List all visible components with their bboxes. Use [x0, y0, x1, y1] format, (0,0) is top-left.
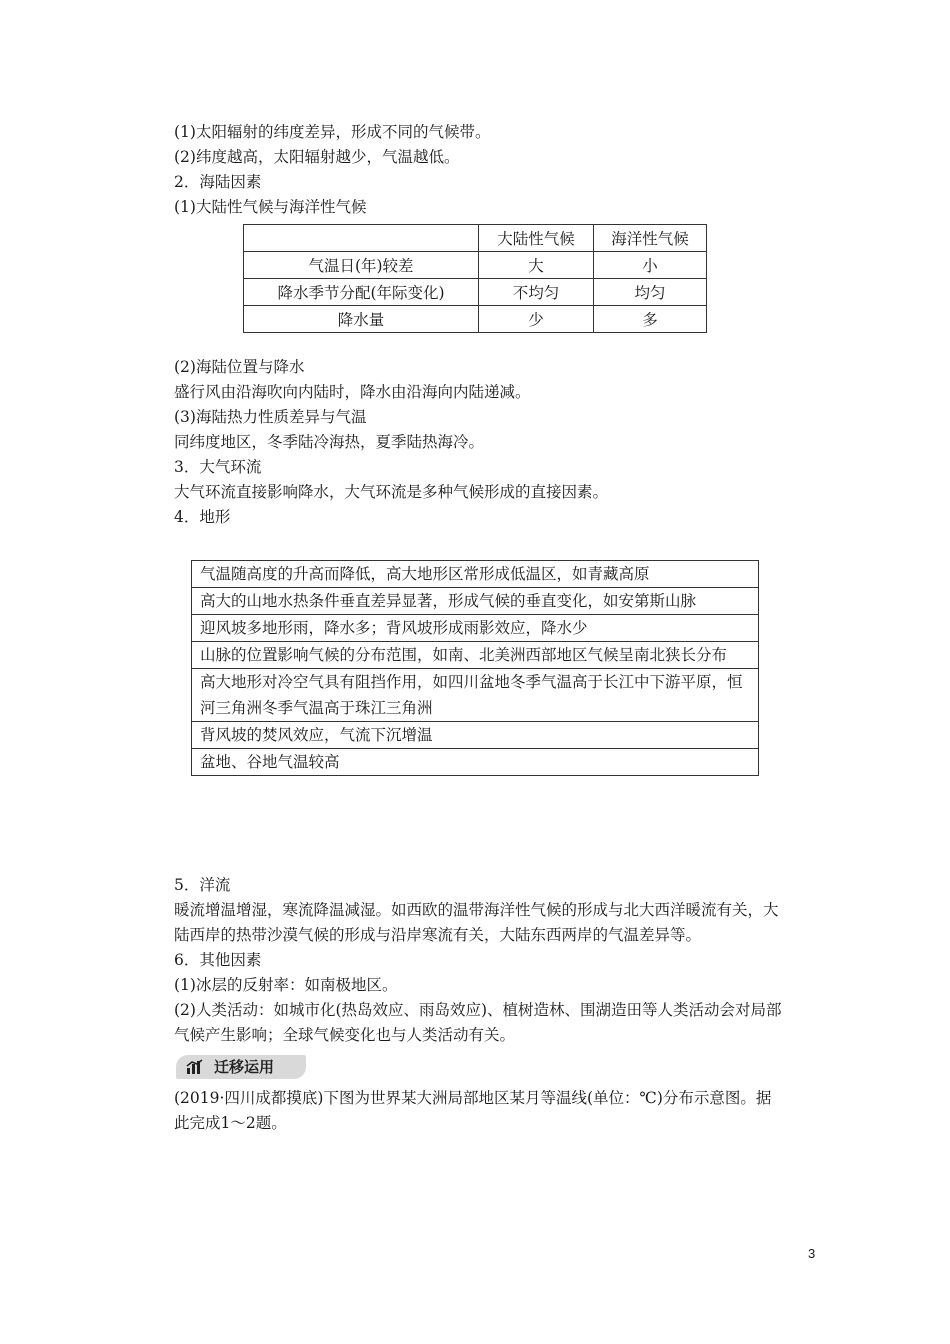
text-line: (2)人类活动：如城市化(热岛效应、雨岛效应)、植树造林、围湖造田等人类活动会对局部 [174, 1001, 782, 1019]
table-cell: 小 [594, 252, 707, 279]
table-header-cell: 海洋性气候 [594, 225, 707, 252]
table-cell: 背风坡的焚风效应，气流下沉增温 [192, 722, 759, 749]
table-row [192, 561, 759, 588]
badge-label: 迁移运用 [214, 1058, 275, 1076]
table-row [192, 669, 759, 722]
page-number: 3 [808, 1246, 816, 1261]
table-cell: 均匀 [594, 279, 707, 306]
section-heading: 3．大气环流 [174, 458, 262, 476]
table-cell: 气温日(年)较差 [244, 252, 479, 279]
sub-heading: (3)海陆热力性质差异与气温 [174, 408, 367, 426]
section-badge [176, 1055, 306, 1079]
table-row [244, 279, 707, 306]
section-heading: 2．海陆因素 [174, 173, 262, 191]
table-cell: 高大的山地水热条件垂直差异显著，形成气候的垂直变化，如安第斯山脉 [192, 588, 759, 615]
section-heading: 4．地形 [174, 508, 231, 526]
text-line: 陆西岸的热带沙漠气候的形成与沿岸寒流有关，大陆东西两岸的气温差异等。 [174, 926, 702, 944]
text-line: 同纬度地区，冬季陆冷海热，夏季陆热海冷。 [174, 433, 485, 451]
table-cell: 盆地、谷地气温较高 [192, 749, 759, 776]
table-row [192, 749, 759, 776]
sub-heading: (2)海陆位置与降水 [174, 358, 305, 376]
table-cell: 少 [479, 306, 594, 333]
text-line: 暖流增温增湿，寒流降温减湿。如西欧的温带海洋性气候的形成与北大西洋暖流有关，大 [174, 901, 779, 919]
table-header-cell: 大陆性气候 [479, 225, 594, 252]
table-row [244, 252, 707, 279]
question-intro: (2019·四川成都摸底)下图为世界某大洲局部地区某月等温线(单位：℃)分布示意图。据 [174, 1089, 772, 1107]
table-row [244, 306, 707, 333]
question-intro: 此完成1～2题。 [174, 1114, 287, 1132]
table-cell: 气温随高度的升高而降低，高大地形区常形成低温区，如青藏高原 [192, 561, 759, 588]
text-line: 盛行风由沿海吹向内陆时，降水由沿海向内陆递减。 [174, 383, 531, 401]
section-heading: 6．其他因素 [174, 951, 262, 969]
table-cell: 迎风坡多地形雨，降水多；背风坡形成雨影效应，降水少 [192, 615, 759, 642]
table-cell: 降水季节分配(年际变化) [244, 279, 479, 306]
text-line: (1)冰层的反射率：如南极地区。 [174, 976, 398, 994]
section-heading: 5．洋流 [174, 876, 231, 894]
table-cell: 山脉的位置影响气候的分布范围，如南、北美洲西部地区气候呈南北狭长分布 [192, 642, 759, 669]
table-row [192, 642, 759, 669]
table-cell: 高大地形对冷空气具有阻挡作用，如四川盆地冬季气温高于长江中下游平原，恒河三角洲冬季气温高于珠江三角洲 [192, 669, 759, 722]
text-line: 气候产生影响；全球气候变化也与人类活动有关。 [174, 1026, 516, 1044]
table-row [192, 615, 759, 642]
table-header-row [244, 225, 707, 252]
climate-comparison-table [243, 224, 707, 333]
table-header-cell [244, 225, 479, 252]
table-row [192, 722, 759, 749]
text-line: 大气环流直接影响降水，大气环流是多种气候形成的直接因素。 [174, 483, 609, 501]
sub-heading: (1)大陆性气候与海洋性气候 [174, 198, 367, 216]
table-cell: 大 [479, 252, 594, 279]
terrain-effects-table [191, 560, 759, 776]
table-cell: 多 [594, 306, 707, 333]
text-line: (2)纬度越高，太阳辐射越少，气温越低。 [174, 148, 460, 166]
table-cell: 不均匀 [479, 279, 594, 306]
table-row [192, 588, 759, 615]
table-cell: 降水量 [244, 306, 479, 333]
text-line: (1)太阳辐射的纬度差异，形成不同的气候带。 [174, 123, 491, 141]
bar-chart-icon [186, 1059, 204, 1075]
